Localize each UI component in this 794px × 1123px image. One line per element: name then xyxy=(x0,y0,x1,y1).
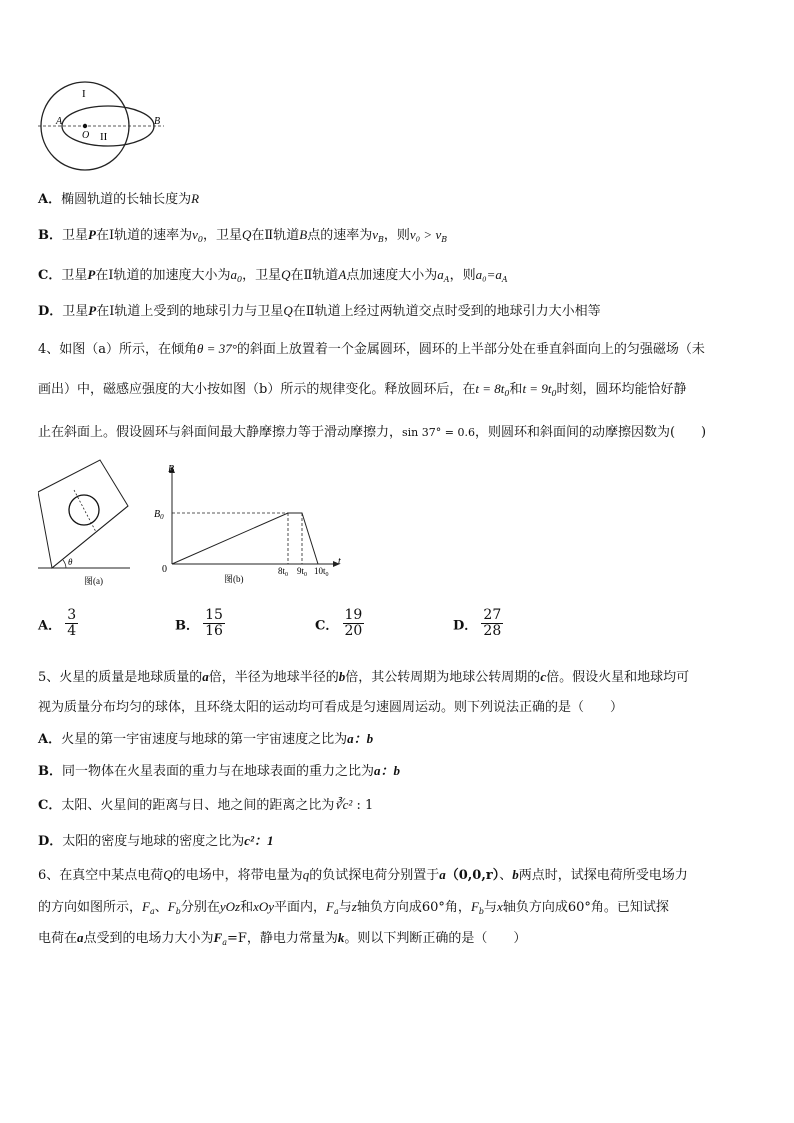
label-theta: θ xyxy=(68,557,73,567)
fraction: $\frac{15}{16}$ xyxy=(205,607,223,640)
label-II: II xyxy=(100,131,108,143)
label-A: A xyxy=(56,116,63,127)
axis-label-t: t xyxy=(338,556,341,567)
tick-8t0: $8t_0$ xyxy=(278,566,289,578)
fraction: $\frac{27}{28}$ xyxy=(483,607,502,640)
q5-line-2: 视为质量分布均匀的球体，且环绕太阳的运动均可看成是匀速圆周运动。则下列说法正确的是（ ） xyxy=(38,700,624,715)
q6-line-3: 电荷在a点受到的电场力大小为$F_a=F$，静电力常量为k。则以下判断正确的是（ ） xyxy=(38,930,527,947)
theta-arc xyxy=(63,560,66,568)
q5-option-C: C．太阳、火星间的距离与日、地之间的距离之比为∛c² : 1 xyxy=(38,797,374,813)
q5-option-D: D．太阳的密度与地球的密度之比为c²：1 xyxy=(38,833,274,849)
q3-option-B: B．卫星P在Ⅰ轨道的速率为$v_0$，卫星Q在Ⅱ轨道B点的速率为$v_B$，则$v_0 > v_B$ xyxy=(38,227,448,244)
label-B0: $B_0$ xyxy=(154,509,164,521)
q6-line-1: 6、在真空中某点电荷Q的电场中，将带电量为q的负试探电荷分别置于a（0,0,r）、b两点时，试探电荷所受电场力 xyxy=(38,867,688,883)
tick-9t0: $9t_0$ xyxy=(297,566,308,578)
label-O: O xyxy=(82,130,90,141)
q4-option-B: B． $\frac{15}{16}$ xyxy=(175,607,223,640)
q4-option-C: C． $\frac{19}{20}$ xyxy=(315,607,363,640)
orbit-center-dot xyxy=(83,124,87,128)
orbit-figure xyxy=(38,74,168,174)
q4-line-3: 止在斜面上。假设圆环与斜面间最大静摩擦力等于滑动摩擦力，sin 37° = 0.6，则圆环和斜面间的动摩擦因数为( ) xyxy=(38,425,707,440)
caption-a: 图(a) xyxy=(84,576,103,586)
fraction: $\frac{3}{4}$ xyxy=(67,607,77,640)
tick-10t0: $10t_0$ xyxy=(314,566,329,578)
q4-line-1: 4、如图（a）所示，在倾角θ = 37°的斜面上放置着一个金属圆环，圆环的上半部分处在垂直斜面向上的匀强磁场（未 xyxy=(38,341,705,357)
q5-line-1: 5、火星的质量是地球质量的a倍，半径为地球半径的b倍，其公转周期为地球公转周期的c倍。假设火星和地球均可 xyxy=(38,669,690,685)
q6-line-2: 的方向如图所示，$F_a$、$F_b$分别在yOz和xOy平面内，$F_a$与z轴负方向成60°角，$F_b$与x轴负方向成60°角。已知试探 xyxy=(38,899,669,916)
caption-b: 图(b) xyxy=(224,574,244,584)
q5-option-B: B．同一物体在火星表面的重力与在地球表面的重力之比为a：b xyxy=(38,763,401,779)
figure-a-incline xyxy=(38,456,138,586)
q3-option-D: D．卫星P在Ⅰ轨道上受到的地球引力与卫星Q在Ⅱ轨道上经过两轨道交点时受到的地球引力大小相等 xyxy=(38,303,601,319)
q5-option-A: A．火星的第一宇宙速度与地球的第一宇宙速度之比为a：b xyxy=(38,731,374,747)
label-I: I xyxy=(82,88,86,100)
label-origin: 0 xyxy=(162,564,167,575)
label-B: B xyxy=(154,116,161,127)
q4-option-A: A． $\frac{3}{4}$ xyxy=(38,607,77,640)
q3-option-C: C．卫星P在Ⅰ轨道的加速度大小为$a_0$，卫星Q在Ⅱ轨道A点加速度大小为$a_A$，则$a_0=a_A$ xyxy=(38,267,508,284)
metal-ring xyxy=(69,495,99,525)
figure-b-graph xyxy=(150,460,350,590)
axis-label-B: B xyxy=(168,464,175,475)
b-curve xyxy=(172,513,318,564)
fraction: $\frac{19}{20}$ xyxy=(344,607,363,640)
q4-line-2: 画出）中，磁感应强度的大小按如图（b）所示的规律变化。释放圆环后，在$t = 8t_0$和$t = 9t_0$时刻，圆环均能恰好静 xyxy=(38,381,687,398)
q4-option-D: D． $\frac{27}{28}$ xyxy=(453,607,502,640)
q3-option-A: A．椭圆轨道的长轴长度为R xyxy=(38,191,200,207)
magnetic-region xyxy=(38,460,128,568)
